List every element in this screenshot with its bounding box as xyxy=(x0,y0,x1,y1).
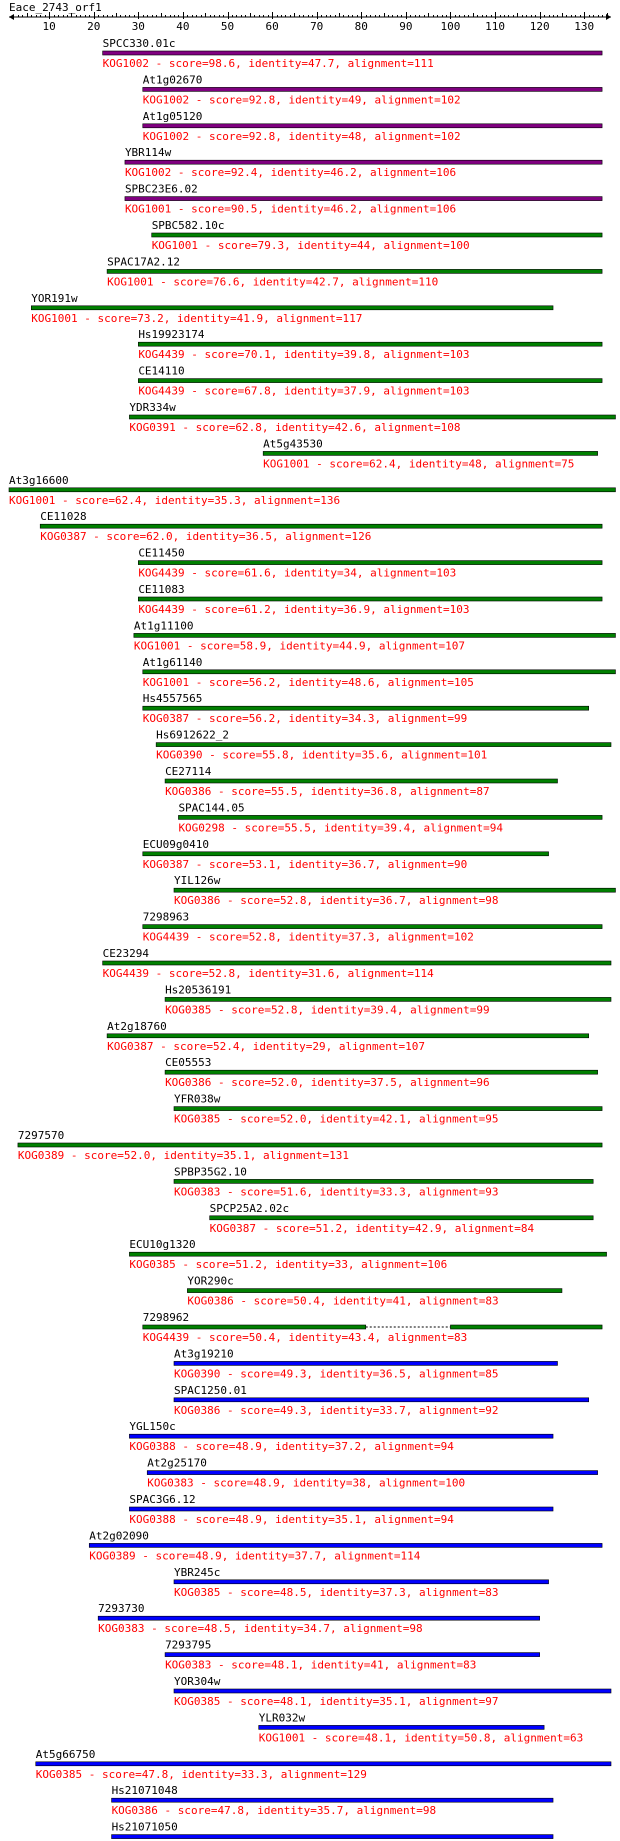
hit-row xyxy=(147,1457,597,1490)
hit-description: KOG4439 - score=67.8, identity=37.9, alignment=103 xyxy=(138,384,470,398)
tick-label: 100 xyxy=(440,20,461,33)
hit-row xyxy=(259,1711,584,1744)
hit-description: KOG1002 - score=92.8, identity=49, alignment=102 xyxy=(142,93,461,107)
hit-description: KOG0388 - score=48.9, identity=35.1, alignment=94 xyxy=(129,1513,454,1526)
hit-bar xyxy=(98,1616,539,1620)
hit-row xyxy=(129,1493,553,1526)
axis-arrow-right xyxy=(606,14,611,20)
hit-bar xyxy=(143,670,616,674)
tick-label: 120 xyxy=(529,20,550,33)
hit-bar xyxy=(112,1798,553,1802)
hit-bar xyxy=(174,1398,589,1402)
hit-bar xyxy=(174,1107,602,1111)
hit-bar xyxy=(138,379,602,383)
hit-bar xyxy=(89,1543,602,1547)
hit-row xyxy=(143,692,589,725)
hit-row xyxy=(36,1748,611,1781)
hit-description: KOG0383 - score=48.5, identity=34.7, alignment=98 xyxy=(98,1622,423,1636)
hit-bar xyxy=(165,1653,540,1657)
hit-bar xyxy=(129,415,615,419)
hit-name: SPBC582.10c xyxy=(151,219,225,232)
hit-name: At1g05120 xyxy=(142,109,203,123)
tick-label: 30 xyxy=(131,20,145,33)
hit-row xyxy=(125,183,602,216)
hit-description: KOG0383 - score=48.9, identity=38, alignment=100 xyxy=(147,1476,466,1490)
hit-description: KOG0385 - score=52.0, identity=42.1, alignment=95 xyxy=(173,1112,499,1126)
hit-bar xyxy=(165,1070,598,1074)
hit-bar xyxy=(174,1179,593,1183)
hit-name: CE11028 xyxy=(40,510,87,524)
hit-name: CE14110 xyxy=(138,364,185,378)
hit-row xyxy=(129,401,615,434)
hit-bar xyxy=(178,815,602,819)
hit-name: CE23294 xyxy=(102,947,150,960)
query-label: Eace_2743_orf1 xyxy=(9,1,102,14)
tick-label: 90 xyxy=(399,20,413,33)
hit-bar xyxy=(36,1762,611,1766)
hit-name: YOR304w xyxy=(173,1675,221,1688)
hit-description: KOG4439 - score=52.8, identity=31.6, alignment=114 xyxy=(102,967,434,980)
hit-bar xyxy=(174,1580,549,1584)
hit-bar xyxy=(259,1725,544,1729)
tick-label: 70 xyxy=(310,20,324,33)
hit-bar xyxy=(125,197,602,201)
hit-row xyxy=(9,474,615,507)
hit-name: SPBC23E6.02 xyxy=(124,182,198,196)
hit-row xyxy=(165,983,611,1016)
hit-bar xyxy=(174,1361,557,1365)
hit-name: CE05553 xyxy=(165,1056,212,1070)
hit-description: KOG4439 - score=61.6, identity=34, alignment=103 xyxy=(138,566,457,580)
hit-name: SPCP25A2.02c xyxy=(209,1201,290,1215)
hit-row xyxy=(165,1056,598,1089)
hit-description: KOG0385 - score=52.8, identity=39.4, alignment=99 xyxy=(165,1003,490,1017)
hit-row xyxy=(143,911,602,944)
hit-description: KOG0386 - score=50.4, identity=41, alignment=83 xyxy=(187,1294,499,1308)
hit-name: At1g11100 xyxy=(133,619,194,633)
hit-name: CE11450 xyxy=(138,546,185,560)
hit-description: KOG0385 - score=47.8, identity=33.3, alignment=129 xyxy=(35,1767,367,1781)
hit-description: KOG0387 - score=62.0, identity=36.5, alignment=126 xyxy=(40,530,372,544)
hit-description: KOG1001 - score=90.5, identity=46.2, alignment=106 xyxy=(124,202,457,216)
hit-row xyxy=(143,110,602,143)
hit-name: ECU09g0410 xyxy=(142,837,210,851)
hit-row xyxy=(143,838,549,871)
hit-row xyxy=(143,656,616,689)
hit-bar xyxy=(187,1289,562,1293)
hit-description: KOG0387 - score=51.2, identity=42.9, alignment=84 xyxy=(209,1221,535,1235)
hit-row xyxy=(152,219,602,252)
hit-description: KOG4439 - score=61.2, identity=36.9, alignment=103 xyxy=(138,603,470,616)
hit-row xyxy=(165,765,557,798)
hit-row xyxy=(174,1093,602,1126)
hit-row xyxy=(174,1347,557,1380)
hit-row xyxy=(178,801,602,834)
hit-row xyxy=(187,1275,562,1308)
hit-description: KOG0387 - score=56.2, identity=34.3, alignment=99 xyxy=(142,712,468,726)
hit-description: KOG0298 - score=55.5, identity=39.4, alignment=94 xyxy=(178,821,503,835)
hit-description: KOG0386 - score=47.8, identity=35.7, alignment=98 xyxy=(111,1804,437,1818)
hit-bar xyxy=(112,1835,553,1839)
hit-name: YLR032w xyxy=(258,1711,306,1725)
hit-bar xyxy=(152,233,602,237)
hit-name: YOR191w xyxy=(31,291,78,305)
hit-name: At5g43530 xyxy=(263,437,323,451)
hit-bar xyxy=(138,597,602,601)
hit-bar xyxy=(125,160,602,164)
hit-bar xyxy=(129,1507,553,1511)
hit-name: YBR245c xyxy=(173,1565,221,1579)
hit-description: KOG4439 - score=70.1, identity=39.8, alignment=103 xyxy=(138,348,470,362)
hit-description: KOG1001 - score=79.3, identity=44, alignment=100 xyxy=(151,239,470,252)
hit-bar xyxy=(156,743,611,747)
hit-bar xyxy=(138,561,602,565)
hit-description: KOG1001 - score=56.2, identity=48.6, alignment=105 xyxy=(142,675,474,689)
hit-description: KOG0389 - score=52.0, identity=35.1, alignment=131 xyxy=(17,1149,350,1162)
hit-bar xyxy=(143,925,602,929)
hit-row xyxy=(174,1384,589,1417)
hit-description: KOG4439 - score=50.4, identity=43.4, alignment=83 xyxy=(142,1331,468,1344)
hit-name: Hs19923174 xyxy=(138,328,205,342)
hit-bar xyxy=(165,997,611,1001)
hit-name: At1g61140 xyxy=(142,655,203,669)
hit-description: KOG4439 - score=52.8, identity=37.3, alignment=102 xyxy=(142,930,474,944)
hit-description: KOG0390 - score=49.3, identity=36.5, alignment=85 xyxy=(173,1367,499,1381)
hit-description: KOG0387 - score=52.4, identity=29, alignment=107 xyxy=(107,1039,425,1053)
hit-bar xyxy=(143,852,549,856)
hit-name: Hs21071050 xyxy=(111,1820,178,1834)
hit-bar xyxy=(40,524,602,528)
hit-bar xyxy=(165,779,557,783)
hit-name: CE11083 xyxy=(138,583,185,596)
hit-name: YIL126w xyxy=(173,874,221,888)
hit-bar xyxy=(9,488,615,492)
hit-row xyxy=(129,1420,553,1453)
hit-name: At1g02670 xyxy=(142,73,203,87)
hit-description: KOG1002 - score=92.8, identity=48, alignment=102 xyxy=(142,129,461,143)
hit-bar xyxy=(263,451,597,455)
hit-name: SPAC3G6.12 xyxy=(129,1493,196,1506)
hit-list xyxy=(9,37,615,1841)
tick-label: 60 xyxy=(265,20,279,33)
hit-name: Hs4557565 xyxy=(142,692,203,706)
hit-bar xyxy=(138,342,602,346)
hit-bar xyxy=(18,1143,602,1147)
hit-bar xyxy=(143,706,589,710)
hit-row xyxy=(40,510,602,543)
hit-description: KOG0386 - score=49.3, identity=33.7, alignment=92 xyxy=(173,1403,499,1417)
tick-label: 110 xyxy=(485,20,505,33)
hit-row xyxy=(107,255,602,288)
hit-name: At3g16600 xyxy=(9,473,69,487)
hit-row xyxy=(103,37,602,70)
hit-description: KOG1002 - score=98.6, identity=47.7, alignment=111 xyxy=(102,57,434,70)
hit-bar xyxy=(147,1471,597,1475)
hit-bar xyxy=(174,1689,611,1693)
hit-row xyxy=(210,1202,593,1235)
hit-bar xyxy=(129,1434,553,1438)
hit-bar xyxy=(107,269,602,273)
hit-row xyxy=(18,1129,602,1162)
hit-bar xyxy=(143,1325,366,1329)
hit-bar xyxy=(31,306,553,310)
hit-row xyxy=(107,1020,589,1053)
hit-bar xyxy=(174,888,615,892)
hit-row xyxy=(174,874,615,907)
hit-row xyxy=(174,1566,549,1599)
hit-description: KOG0385 - score=51.2, identity=33, alignment=106 xyxy=(129,1258,448,1272)
tick-label: 10 xyxy=(42,20,56,33)
hit-name: SPAC144.05 xyxy=(178,801,245,815)
hit-row xyxy=(98,1602,539,1635)
hit-row xyxy=(125,146,602,179)
hit-description: KOG0388 - score=48.9, identity=37.2, alignment=94 xyxy=(129,1440,454,1454)
hit-bar xyxy=(450,1325,602,1329)
hit-name: YOR290c xyxy=(187,1274,234,1288)
hit-name: SPAC1250.01 xyxy=(173,1383,247,1397)
tick-label: 20 xyxy=(87,20,101,33)
hit-description: KOG1001 - score=58.9, identity=44.9, alignment=107 xyxy=(133,639,465,653)
hit-name: YDR334w xyxy=(129,401,176,414)
hit-bar xyxy=(103,51,602,55)
hit-description: KOG0383 - score=48.1, identity=41, alignment=83 xyxy=(165,1658,477,1672)
hit-row xyxy=(112,1821,553,1841)
hit-name: YGL150c xyxy=(129,1420,176,1434)
hit-row xyxy=(138,328,602,361)
tick-label: 40 xyxy=(176,20,190,33)
hit-name: CE27114 xyxy=(165,765,212,778)
hit-row xyxy=(129,1238,606,1271)
hit-row xyxy=(138,583,602,616)
hit-row xyxy=(143,73,602,106)
hit-row xyxy=(138,547,602,580)
hit-name: 7298962 xyxy=(142,1311,190,1324)
hit-row xyxy=(165,1639,540,1672)
hit-name: 7293730 xyxy=(98,1602,145,1616)
hit-name: YFR038w xyxy=(173,1092,221,1106)
hit-description: KOG1002 - score=92.4, identity=46.2, alignment=106 xyxy=(124,166,457,180)
hit-row xyxy=(143,1311,602,1344)
hit-description: KOG1001 - score=48.1, identity=50.8, alignment=63 xyxy=(258,1731,584,1745)
hit-description: KOG0386 - score=52.0, identity=37.5, alignment=96 xyxy=(165,1076,490,1090)
hit-name: At5g66750 xyxy=(35,1747,96,1761)
hit-bar xyxy=(103,961,611,965)
hit-description: KOG0387 - score=53.1, identity=36.7, alignment=90 xyxy=(142,857,468,871)
tick-label: 50 xyxy=(220,20,235,33)
hit-row xyxy=(103,947,611,980)
residue-axis xyxy=(9,12,611,33)
hit-description: KOG1001 - score=62.4, identity=35.3, alignment=136 xyxy=(9,493,341,507)
hit-row xyxy=(112,1784,553,1817)
hit-description: KOG0390 - score=55.8, identity=35.6, alignment=101 xyxy=(156,748,488,762)
hit-description: KOG0385 - score=48.5, identity=37.3, alignment=83 xyxy=(173,1585,499,1599)
hit-name: ECU10g1320 xyxy=(129,1238,196,1252)
hit-description: KOG0391 - score=62.8, identity=42.6, alignment=108 xyxy=(129,421,461,434)
hit-bar xyxy=(143,124,602,128)
hit-row xyxy=(263,437,597,470)
hit-row xyxy=(89,1529,602,1562)
hit-row xyxy=(31,292,553,325)
hit-row xyxy=(174,1165,593,1198)
hit-bar xyxy=(143,87,602,91)
tick-label: 130 xyxy=(574,20,595,33)
hit-description: KOG0389 - score=48.9, identity=37.7, alignment=114 xyxy=(89,1549,421,1563)
hit-description: KOG1001 - score=62.4, identity=48, alignment=75 xyxy=(263,457,575,471)
hit-name: At3g19210 xyxy=(173,1347,234,1361)
hit-description: KOG1001 - score=76.6, identity=42.7, alignment=110 xyxy=(107,275,439,289)
hit-description: KOG0383 - score=51.6, identity=33.3, alignment=93 xyxy=(173,1185,499,1199)
hit-description: KOG0385 - score=48.1, identity=35.1, alignment=97 xyxy=(173,1695,499,1708)
hit-name: 7297570 xyxy=(17,1129,65,1142)
hit-row xyxy=(174,1675,611,1708)
hit-name: YBR114w xyxy=(124,146,172,160)
hit-row xyxy=(134,619,616,652)
hit-description: KOG0386 - score=55.5, identity=36.8, alignment=87 xyxy=(165,785,490,798)
hit-name: At2g02090 xyxy=(89,1529,149,1543)
hit-bar xyxy=(210,1216,593,1220)
hit-row xyxy=(138,365,602,398)
hit-name: Hs6912622_2 xyxy=(156,728,230,742)
hit-name: Hs21071048 xyxy=(111,1784,178,1798)
hit-bar xyxy=(129,1252,606,1256)
hit-name: SPBP35G2.10 xyxy=(173,1165,247,1179)
hit-description: KOG0386 - score=52.8, identity=36.7, alignment=98 xyxy=(173,894,499,908)
hit-name: SPCC330.01c xyxy=(102,37,176,50)
hit-name: At2g25170 xyxy=(147,1456,207,1470)
hit-name: 7293795 xyxy=(165,1638,212,1652)
hit-name: 7298963 xyxy=(142,910,190,924)
hit-name: At2g18760 xyxy=(107,1019,167,1033)
hit-bar xyxy=(107,1034,589,1038)
hit-name: SPAC17A2.12 xyxy=(107,255,180,269)
tick-label: 80 xyxy=(354,20,368,33)
hit-name: Hs20536191 xyxy=(165,983,232,997)
hit-row xyxy=(156,729,611,762)
hit-description: KOG1001 - score=73.2, identity=41.9, alignment=117 xyxy=(31,311,363,325)
hit-bar xyxy=(134,633,616,637)
